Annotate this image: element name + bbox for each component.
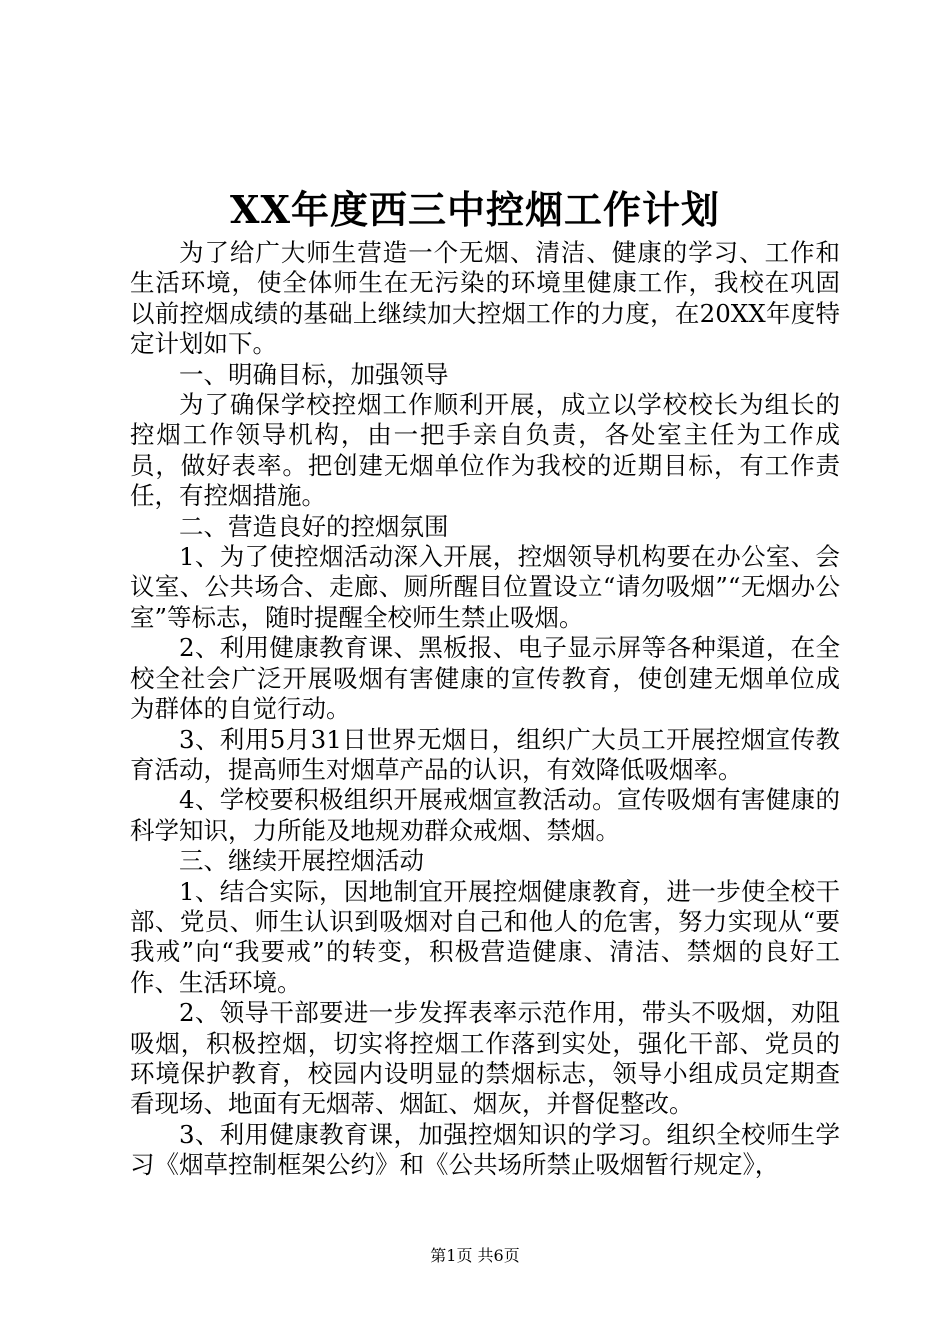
section-heading-2: 二、营造良好的控烟氛围 (179, 511, 449, 541)
section-2-item-3: 3、利用5月31日世界无烟日，组织广大员工开展控烟宣传教育活动，提高师生对烟草产品的认识，有效降低吸烟率。 (130, 724, 840, 784)
section-1-paragraph: 为了确保学校控烟工作顺利开展，成立以学校校长为组长的控烟工作领导机构，由一把手亲自负责，各处室主任为工作成员，做好表率。把创建无烟单位作为我校的近期目标，有工作责任，有控烟措施。 (130, 390, 840, 511)
document-title: XX年度西三中控烟工作计划 (230, 187, 720, 232)
section-2-item-1: 1、为了使控烟活动深入开展，控烟领导机构要在办公室、会议室、公共场合、走廊、厕所醒目位置设立“请勿吸烟”“无烟办公室”等标志，随时提醒全校师生禁止吸烟。 (130, 542, 840, 632)
intro-paragraph: 为了给广大师生营造一个无烟、清洁、健康的学习、工作和生活环境，使全体师生在无污染的环境里健康工作，我校在巩固以前控烟成绩的基础上继续加大控烟工作的力度，在20XX年度特定计划如下。 (130, 238, 840, 359)
section-3-item-1: 1、结合实际，因地制宜开展控烟健康教育，进一步使全校干部、党员、师生认识到吸烟对自己和他人的危害，努力实现从“要我戒”向“我要戒”的转变，积极营造健康、清洁、禁烟的良好工作、生活环境。 (130, 876, 840, 997)
page-number-footer: 第1页 共6页 (430, 1246, 520, 1265)
section-3-item-3: 3、利用健康教育课，加强控烟知识的学习。组织全校师生学习《烟草控制框架公约》和《公共场所禁止吸烟暂行规定》， (130, 1119, 840, 1180)
section-3-item-2: 2、领导干部要进一步发挥表率示范作用，带头不吸烟，劝阻吸烟，积极控烟，切实将控烟工作落到实处，强化干部、党员的环境保护教育，校园内设明显的禁烟标志，领导小组成员定期查看现场、地面有无烟蒂、烟缸、烟灰，并督促整改。 (130, 998, 840, 1119)
section-heading-1: 一、明确目标，加强领导 (179, 359, 449, 389)
section-2-item-2: 2、利用健康教育课、黑板报、电子显示屏等各种渠道，在全校全社会广泛开展吸烟有害健康的宣传教育，使创建无烟单位成为群体的自觉行动。 (130, 633, 840, 724)
section-2-item-4: 4、学校要积极组织开展戒烟宣教活动。宣传吸烟有害健康的科学知识，力所能及地规劝群众戒烟、禁烟。 (130, 785, 840, 845)
section-heading-3: 三、继续开展控烟活动 (179, 846, 424, 876)
document-body (130, 238, 840, 1181)
